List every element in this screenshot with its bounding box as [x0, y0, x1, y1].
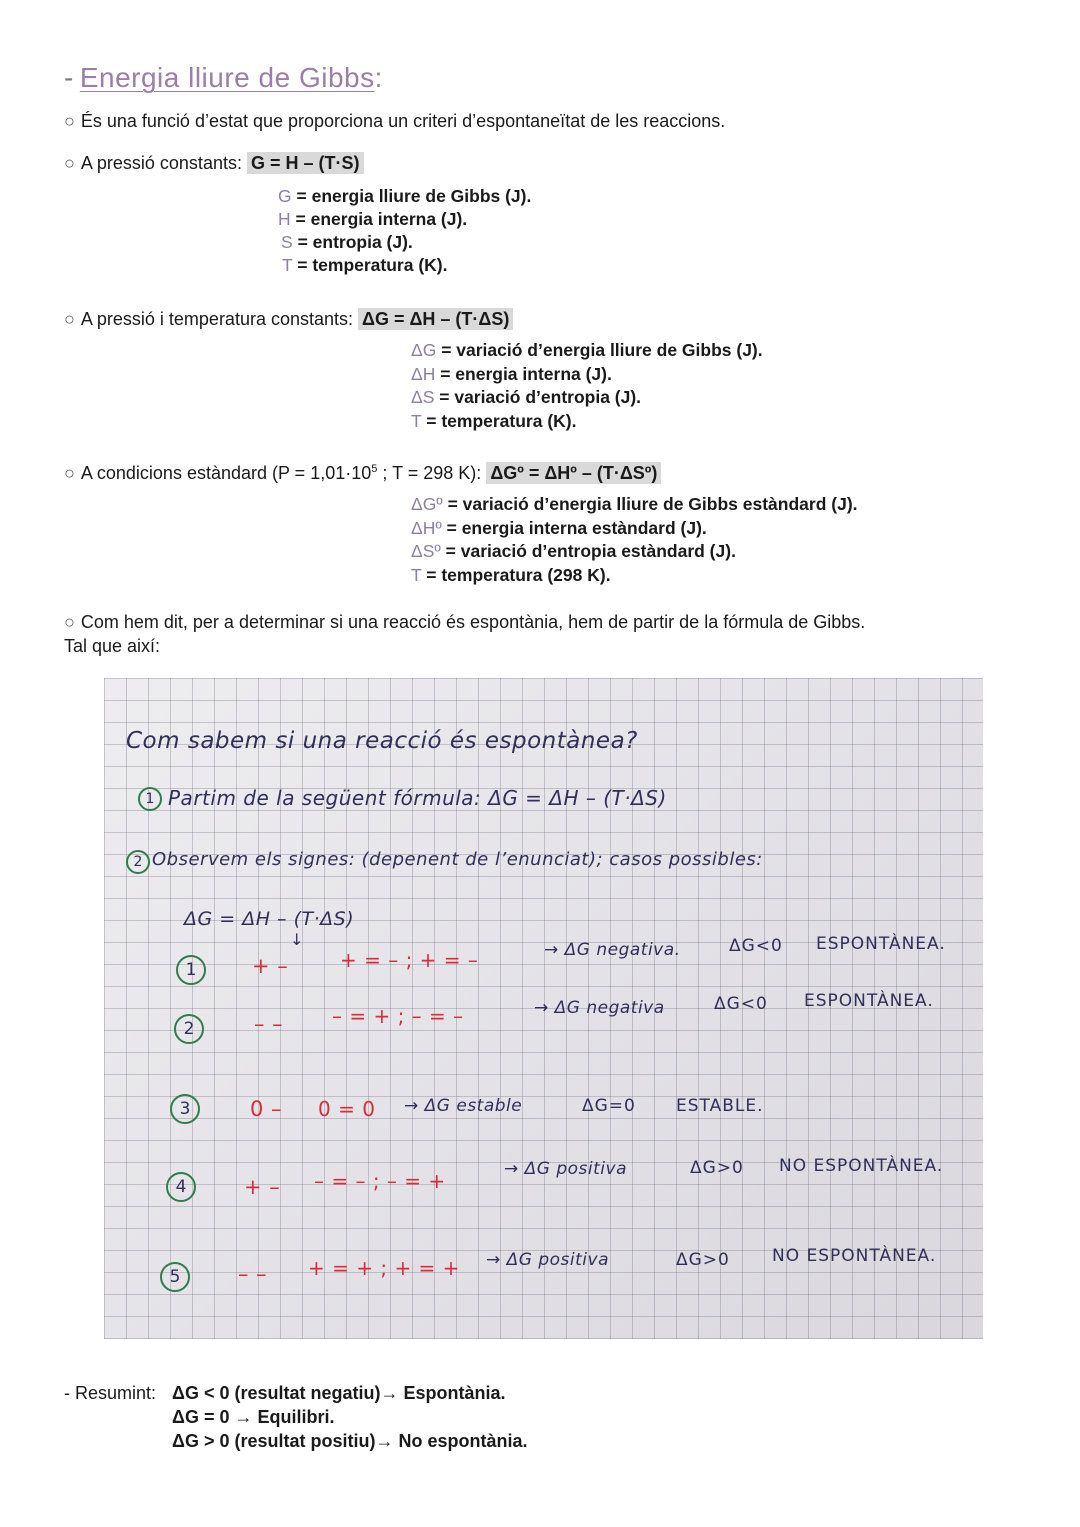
- case-number: 5: [160, 1262, 190, 1292]
- title-colon: :: [374, 62, 383, 93]
- case-signs: + –: [244, 1175, 281, 1199]
- case-condition: ΔG<0: [714, 994, 768, 1014]
- paragraph-continuation: Tal que així:: [64, 636, 161, 656]
- case-product: – = – ; – = +: [314, 1169, 446, 1193]
- section2-defs: [411, 340, 763, 434]
- case-condition: ΔG=0: [582, 1096, 636, 1116]
- definition-row: S = entropia (J).: [281, 232, 413, 252]
- section3-formula: ΔGº = ΔHº – (T·ΔSº): [486, 462, 661, 484]
- definition-row: T = temperatura (K).: [411, 410, 577, 431]
- section1-label: A pressió constants:: [80, 153, 242, 173]
- case-verdict: ESTABLE.: [676, 1096, 764, 1116]
- intro-text: És una funció d’estat que proporciona un criteri d’espontaneïtat de les reaccions.: [80, 111, 726, 131]
- down-arrow-icon: ↓: [290, 930, 304, 949]
- summary-row: ΔG = 0 → Equilibri.: [172, 1407, 335, 1427]
- section3-label-post: ; T = 298 K):: [382, 463, 482, 483]
- case-condition: ΔG>0: [676, 1250, 730, 1270]
- case-number: 2: [174, 1014, 204, 1044]
- definition-row: G = energia lliure de Gibbs (J).: [278, 186, 532, 206]
- bullet-icon: ○: [64, 612, 75, 632]
- definition-row: ΔSº = variació d’entropia estàndard (J).: [411, 541, 736, 561]
- section2-line: [64, 309, 513, 330]
- case-number: 3: [170, 1094, 200, 1124]
- case-verdict: NO ESPONTÀNEA.: [772, 1246, 937, 1266]
- case-condition: ΔG<0: [729, 936, 783, 956]
- case-verdict: ESPONTÀNEA.: [816, 934, 946, 954]
- title-text: Energia lliure de Gibbs: [79, 62, 375, 93]
- case-signs: – –: [254, 1012, 284, 1036]
- case-signs: 0 –: [250, 1097, 283, 1121]
- definition-row: ΔGº = variació d’energia lliure de Gibbs estàndard (J).: [411, 494, 858, 514]
- intro-line: [64, 111, 725, 132]
- case-number: 4: [166, 1172, 196, 1202]
- definition-row: ΔH = energia interna (J).: [411, 363, 612, 384]
- step2-number: 2: [126, 850, 150, 874]
- case-verdict: ESPONTÀNEA.: [804, 991, 934, 1011]
- definition-row: T = temperatura (298 K).: [411, 564, 611, 585]
- bullet-icon: ○: [64, 153, 75, 173]
- section2-formula: ΔG = ΔH – (T·ΔS): [358, 308, 513, 330]
- section3-defs: [411, 494, 858, 588]
- arrow-icon: →: [375, 1431, 394, 1451]
- case-product: + = – ; + = –: [340, 948, 479, 972]
- title-dash: -: [64, 62, 74, 93]
- summary-row: ΔG > 0 (resultat positiu)→ No espontània.: [172, 1431, 528, 1451]
- case-result: → ΔG estable: [404, 1096, 523, 1116]
- summary-lines: [172, 1383, 528, 1455]
- summary-label: - Resumint:: [64, 1383, 157, 1403]
- case-product: – = + ; – = –: [332, 1004, 464, 1028]
- case-signs: + –: [252, 954, 289, 978]
- case-signs: – –: [238, 1262, 268, 1286]
- case-number: 1: [176, 955, 206, 985]
- definition-row: ΔHº = energia interna estàndard (J).: [411, 517, 707, 538]
- arrow-icon: →: [380, 1383, 399, 1403]
- notes-formula: ΔG = ΔH – (T·ΔS): [184, 908, 355, 930]
- case-product: + = + ; + = +: [308, 1256, 460, 1280]
- bullet-icon: ○: [64, 463, 75, 483]
- definition-row: H = energia interna (J).: [278, 209, 468, 229]
- summary-row: ΔG < 0 (resultat negatiu)→ Espontània.: [172, 1383, 506, 1403]
- notes-step2: Observem els signes: (depenent de l’enunciat); casos possibles:: [152, 849, 763, 870]
- case-result: → ΔG negativa: [534, 998, 665, 1018]
- definition-row: ΔS = variació d’entropia (J).: [411, 387, 642, 407]
- arrow-icon: →: [234, 1407, 253, 1427]
- definition-row: T = temperatura (K).: [282, 255, 448, 275]
- paragraph-text: Com hem dit, per a determinar si una reacció és espontània, hem de partir de la fórmula de Gibbs.: [80, 612, 866, 632]
- bullet-icon: ○: [64, 309, 75, 329]
- paragraph-line: [64, 612, 865, 633]
- definition-row: ΔG = variació d’energia lliure de Gibbs (J).: [411, 340, 763, 360]
- section3-line: [64, 463, 661, 484]
- section1-formula: G = H – (T·S): [247, 152, 364, 174]
- case-result: → ΔG positiva: [486, 1250, 609, 1270]
- bullet-icon: ○: [64, 111, 75, 131]
- page-title: [64, 62, 383, 94]
- handwritten-notes-photo: [104, 678, 983, 1339]
- notes-heading: Com sabem si una reacció és espontànea?: [126, 728, 638, 754]
- case-condition: ΔG>0: [690, 1158, 744, 1178]
- section3-label-pre: A condicions estàndard (P = 1,01·10: [80, 463, 372, 483]
- section1-defs: [278, 186, 531, 278]
- section1-line: [64, 153, 364, 174]
- section3-exponent: 5: [371, 463, 378, 475]
- section2-label: A pressió i temperatura constants:: [80, 309, 354, 329]
- case-product: 0 = 0: [318, 1097, 376, 1121]
- notes-step1: Partim de la següent fórmula: ΔG = ΔH – (T·ΔS): [168, 786, 667, 810]
- case-result: → ΔG negativa.: [544, 940, 681, 960]
- case-verdict: NO ESPONTÀNEA.: [779, 1156, 944, 1176]
- step1-number: 1: [138, 787, 162, 811]
- case-result: → ΔG positiva: [504, 1159, 627, 1179]
